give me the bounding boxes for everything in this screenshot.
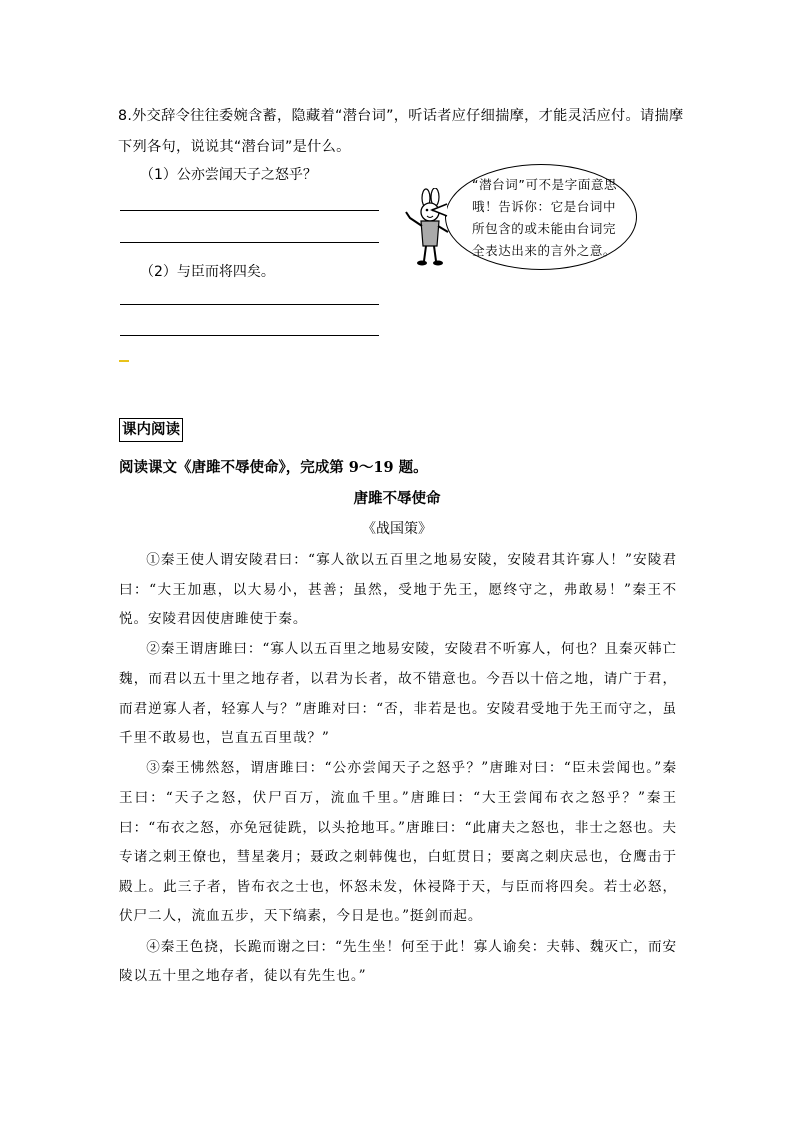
paragraph-2: ②秦王谓唐雎曰：“寡人以五百里之地易安陵，安陵君不听寡人，何也？且秦灭韩亡魏，而君以五十里之地存者，以君为长者，故不错意也。今吾以十倍之地，请广于君，而君逆寡人者，轻寡人与？”唐雎对曰：“否，非若是也。安陵君受地于先王而守之，虽千里不敢易也，岂直五百里哉？” bbox=[119, 641, 677, 747]
answer-line-2[interactable] bbox=[120, 242, 379, 243]
highlight-mark bbox=[119, 360, 129, 362]
answer-line-3[interactable] bbox=[120, 304, 379, 305]
speech-bubble-tail bbox=[430, 200, 450, 220]
answer-line-4[interactable] bbox=[120, 335, 379, 336]
paragraph-1: ①秦王使人谓安陵君曰：“寡人欲以五百里之地易安陵，安陵君其许寡人！”安陵君曰：“大王加惠，以大易小，甚善；虽然，受地于先王，愿终守之，弗敢易！”秦王不悦。安陵君因使唐雎使于秦。 bbox=[119, 552, 677, 628]
question-8: 8.外交辞令往往委婉含蓄，隐藏着“潜台词”，听话者应仔细揣摩，才能灵活应付。请揣摩下列各句，说说其“潜台词”是什么。 bbox=[118, 108, 684, 155]
article-source: 《战国策》 bbox=[362, 521, 432, 537]
article-title: 唐雎不辱使命 bbox=[353, 490, 441, 507]
speech-bubble-text: “潜台词”可不是字面意思哦！告诉你：它是台词中所包含的或未能由台词完全表达出来的言外之意。 bbox=[472, 177, 618, 258]
section-label: 课内阅读 bbox=[119, 418, 183, 442]
question-8-sub-1: （1）公亦尝闻天子之怒乎？ bbox=[140, 167, 317, 183]
paragraph-4: ④秦王色挠，长跪而谢之曰：“先生坐！何至于此！寡人谕矣：夫韩、魏灭亡，而安陵以五十里之地存者，徒以有先生也。” bbox=[119, 938, 677, 985]
paragraph-3: ③秦王怫然怒，谓唐雎曰：“公亦尝闻天子之怒乎？”唐雎对曰：“臣未尝闻也。”秦王曰：“天子之怒，伏尸百万，流血千里。”唐雎曰：“大王尝闻布衣之怒乎？”秦王曰：“布衣之怒，亦免冠徒跣，以头抢地耳。”唐雎曰：“此庸夫之怒也，非士之怒也。夫专诸之刺王僚也，彗星袭月；聂政之刺韩傀也，白虹贯日；要离之刺庆忌也，仓鹰击于殿上。此三子者，皆布衣之士也，怀怒未发，休祲降于天，与臣而将四矣。若士必怒，伏尸二人，流血五步，天下缟素，今日是也。”挺剑而起。 bbox=[119, 760, 677, 925]
answer-line-1[interactable] bbox=[120, 210, 379, 211]
reading-instruction: 阅读课文《唐雎不辱使命》，完成第 9～19 题。 bbox=[119, 459, 428, 476]
question-8-sub-2: （2）与臣而将四矣。 bbox=[140, 264, 275, 280]
article-body bbox=[119, 546, 677, 992]
